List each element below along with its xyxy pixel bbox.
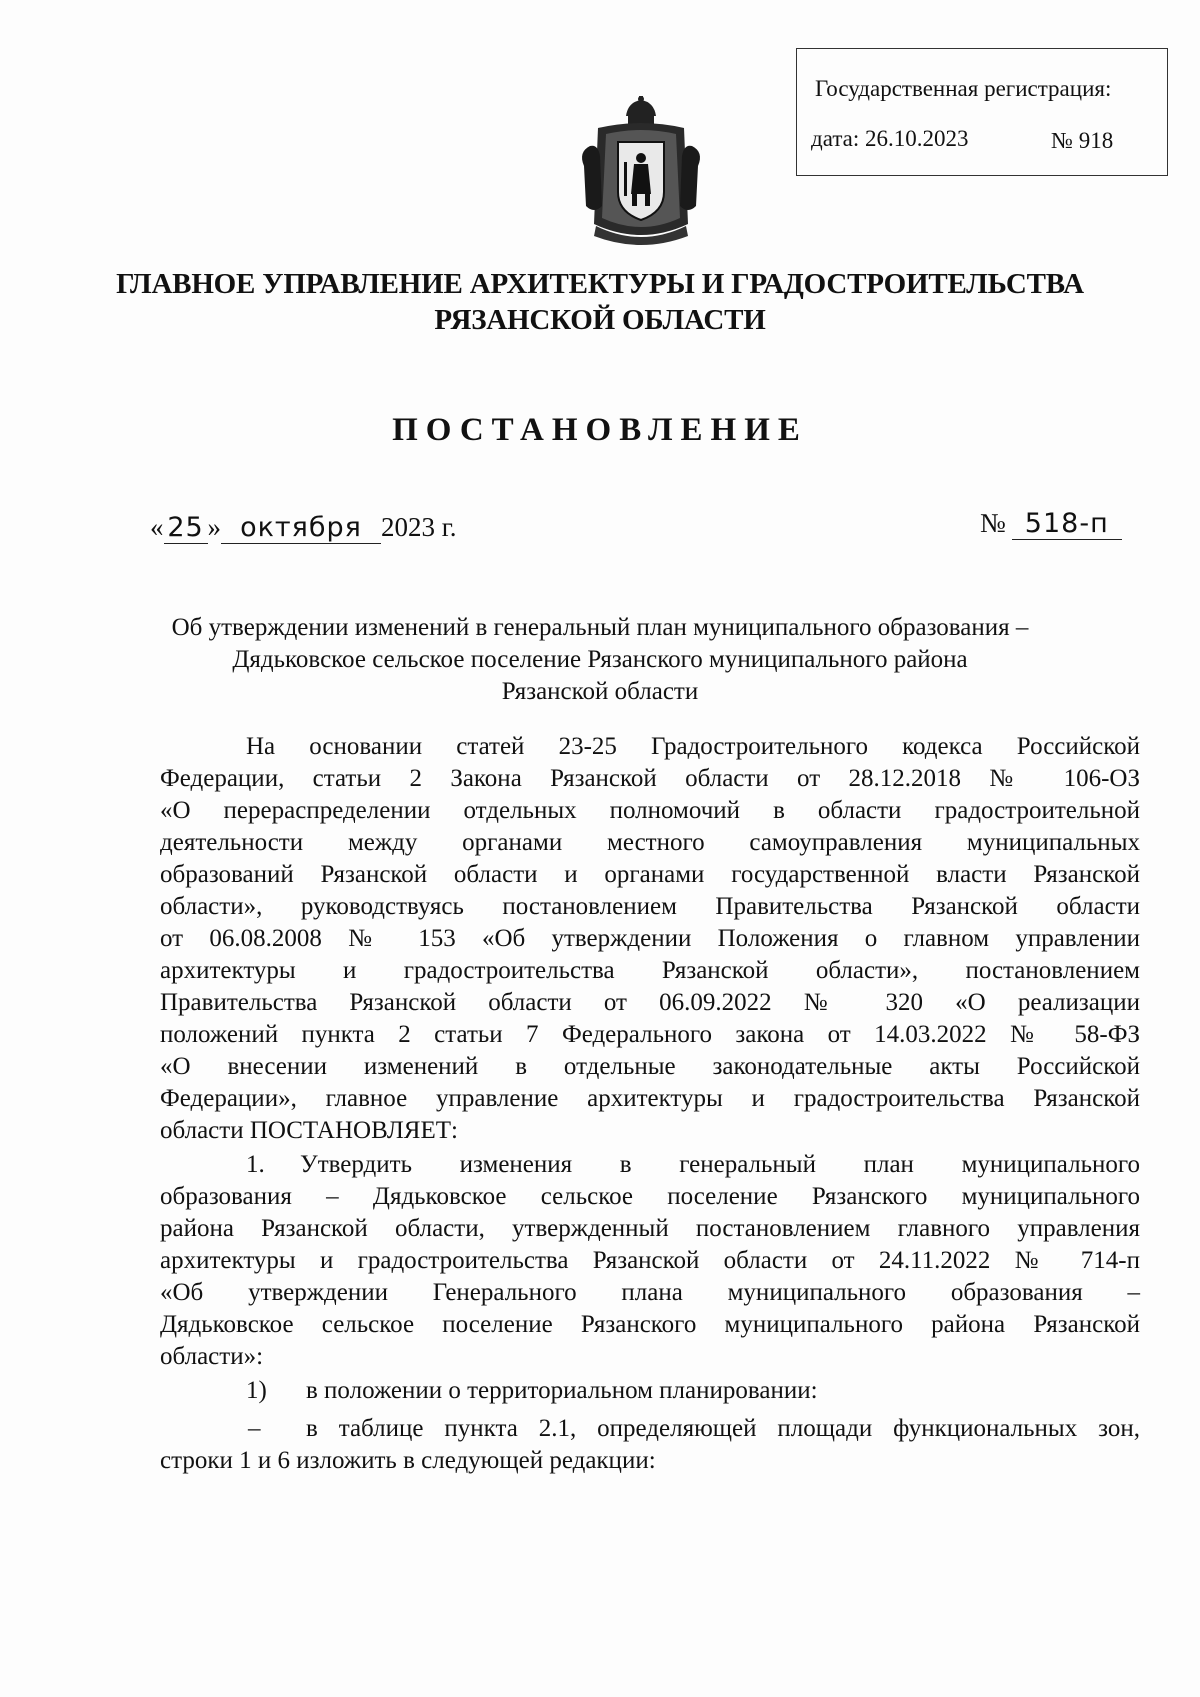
registration-date: дата: 26.10.2023 xyxy=(811,126,969,151)
date-year: 2023 г. xyxy=(381,512,457,542)
dash-item-marker: – xyxy=(248,1415,261,1442)
preamble-line: области ПОСТАНОВЛЯЕТ: xyxy=(160,1117,458,1144)
document-type-heading: ПОСТАНОВЛЕНИЕ xyxy=(392,412,808,448)
document-title-line: Дядьковское сельское поселение Рязанского муниципального района xyxy=(232,646,968,673)
subitem-1-marker: 1) xyxy=(246,1377,267,1404)
item-1-line: Дядьковское сельское поселение Рязанского муниципального района Рязанской xyxy=(160,1311,1140,1338)
subitem-1-text: в положении о территориальном планировании: xyxy=(306,1377,818,1404)
organization-name-line-2: РЯЗАНСКОЙ ОБЛАСТИ xyxy=(434,304,766,336)
preamble-line: образований Рязанской области и органами государственной власти Рязанской xyxy=(160,861,1140,888)
preamble-line: деятельности между органами местного самоуправления муниципальных xyxy=(160,829,1140,856)
item-1-line: области»: xyxy=(160,1343,264,1370)
dash-item-line: строки 1 и 6 изложить в следующей редакции: xyxy=(160,1447,656,1474)
preamble-line: На основании статей 23-25 Градостроительного кодекса Российской xyxy=(246,733,1140,760)
preamble-line: архитектуры и градостроительства Рязанской области», постановлением xyxy=(160,957,1140,984)
date-open-quote: « xyxy=(150,512,164,542)
organization-name-line-1: ГЛАВНОЕ УПРАВЛЕНИЕ АРХИТЕКТУРЫ И ГРАДОСТРОИТЕЛЬСТВА xyxy=(116,268,1084,300)
document-date xyxy=(150,512,457,544)
registration-number: № 918 xyxy=(1051,128,1114,153)
registration-stamp xyxy=(796,48,1168,176)
item-1-marker: 1. xyxy=(246,1151,265,1178)
preamble-line: «О внесении изменений в отдельные законодательные акты Российской xyxy=(160,1053,1140,1080)
number-prefix: № xyxy=(980,508,1006,538)
dash-item-line: в таблице пункта 2.1, определяющей площади функциональных зон, xyxy=(306,1415,1140,1442)
date-month: октября xyxy=(221,512,381,544)
registration-title: Государственная регистрация: xyxy=(815,76,1112,101)
preamble-line: от 06.08.2008 № 153 «Об утверждении Положения о главном управлении xyxy=(160,925,1140,952)
item-1-line: архитектуры и градостроительства Рязанской области от 24.11.2022 № 714-п xyxy=(160,1247,1140,1274)
number-value: 518-п xyxy=(1012,508,1122,540)
preamble-line: положений пункта 2 статьи 7 Федерального закона от 14.03.2022 № 58-ФЗ xyxy=(160,1021,1140,1048)
item-1-line: «Об утверждении Генерального плана муниципального образования – xyxy=(160,1279,1140,1306)
preamble-line: «О перераспределении отдельных полномочий в области градостроительной xyxy=(160,797,1140,824)
date-day: 25 xyxy=(164,512,208,544)
document-number xyxy=(980,508,1122,540)
coat-of-arms-icon xyxy=(576,96,706,250)
item-1-line: образования – Дядьковское сельское поселение Рязанского муниципального xyxy=(160,1183,1140,1210)
preamble-line: области», руководствуясь постановлением Правительства Рязанской области xyxy=(160,893,1140,920)
item-1-line: Утвердить изменения в генеральный план муниципального xyxy=(300,1151,1140,1178)
preamble-line: Правительства Рязанской области от 06.09.2022 № 320 «О реализации xyxy=(160,989,1140,1016)
preamble-line: Федерации», главное управление архитектуры и градостроительства Рязанской xyxy=(160,1085,1140,1112)
item-1-line: района Рязанской области, утвержденный постановлением главного управления xyxy=(160,1215,1140,1242)
document-title-line: Об утверждении изменений в генеральный план муниципального образования – xyxy=(171,614,1029,641)
document-title-line: Рязанской области xyxy=(501,678,699,705)
preamble-line: Федерации, статьи 2 Закона Рязанской области от 28.12.2018 № 106-ОЗ xyxy=(160,765,1140,792)
date-close-quote: » xyxy=(207,512,221,542)
